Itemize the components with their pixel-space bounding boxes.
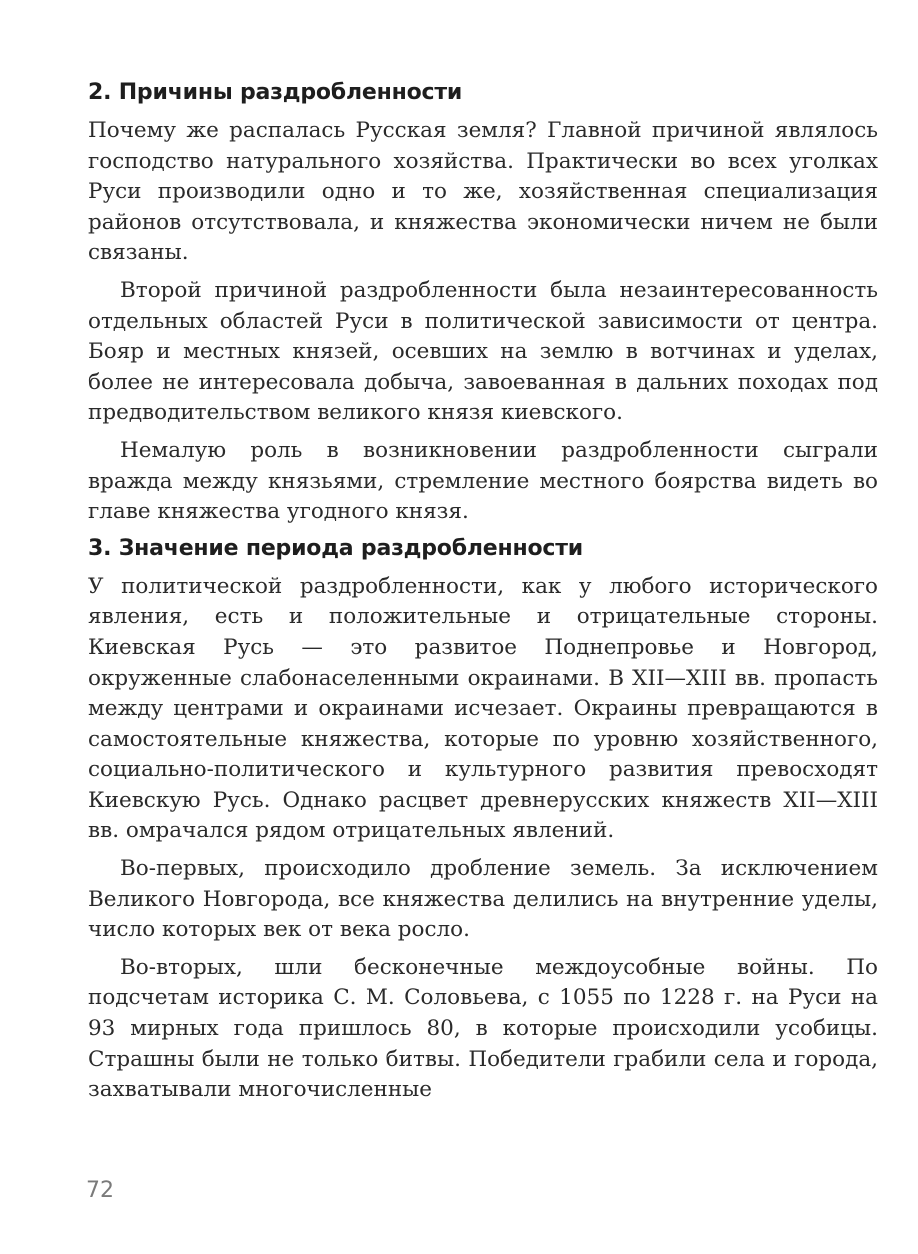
section-3-paragraph-3: Во-вторых, шли бесконечные междоусобные войны. По подсчетам историка С. М. Соловьева, с 1055 по 1228 г. на Руси на 93 мирных года пришлось 80, в которые происходили усобицы. Страшны были не только битвы. Победители грабили села и города, захватывали многочисленные (88, 954, 878, 1103)
section-3-paragraph-1: У политической раздробленности, как у любого исторического явления, есть и положительные и отрицательные стороны. Киевская Русь — это развитое Поднепровье и Новгород, окруженные слабонаселенными окраинами. В XII—XIII вв. пропасть между центрами и окраинами исчезает. Окраины превращаются в самостоятельные княжества, которые по уровню хозяйственного, социально-политического и культурного развития превосходят Киевскую Русь. Однако расцвет древнерусских княжеств XII—XIII вв. омрачался рядом отрицательных явлений. (88, 573, 878, 844)
section-2-paragraph-2: Второй причиной раздробленности была незаинтересованность отдельных областей Руси в политической зависимости от центра. Бояр и местных князей, осевших на землю в вотчинах и уделах, более не интересовала добыча, завоеванная в дальних походах под предводительством великого князя киевского. (88, 277, 878, 426)
section-3-title: 3. Значение периода раздробленности (88, 535, 584, 561)
section-2-title: 2. Причины раздробленности (88, 80, 463, 105)
page-content (88, 72, 878, 1106)
section-2-paragraph-3: Немалую роль в возникновении раздробленности сыграли вражда между князьями, стремление местного боярства видеть во главе княжества угодного князя. (88, 437, 878, 525)
page-number: 72 (86, 1178, 114, 1203)
section-2-paragraph-1: Почему же распалась Русская земля? Главной причиной являлось господство натурального хозяйства. Практически во всех уголках Руси производили одно и то же, хозяйственная специализация районов отсутствовала, и княжества экономически ничем не были связаны. (88, 118, 878, 266)
section-3-paragraph-2: Во-первых, происходило дробление земель. За исключением Великого Новгорода, все княжества делились на внутренние уделы, число которых век от века росло. (88, 856, 878, 943)
